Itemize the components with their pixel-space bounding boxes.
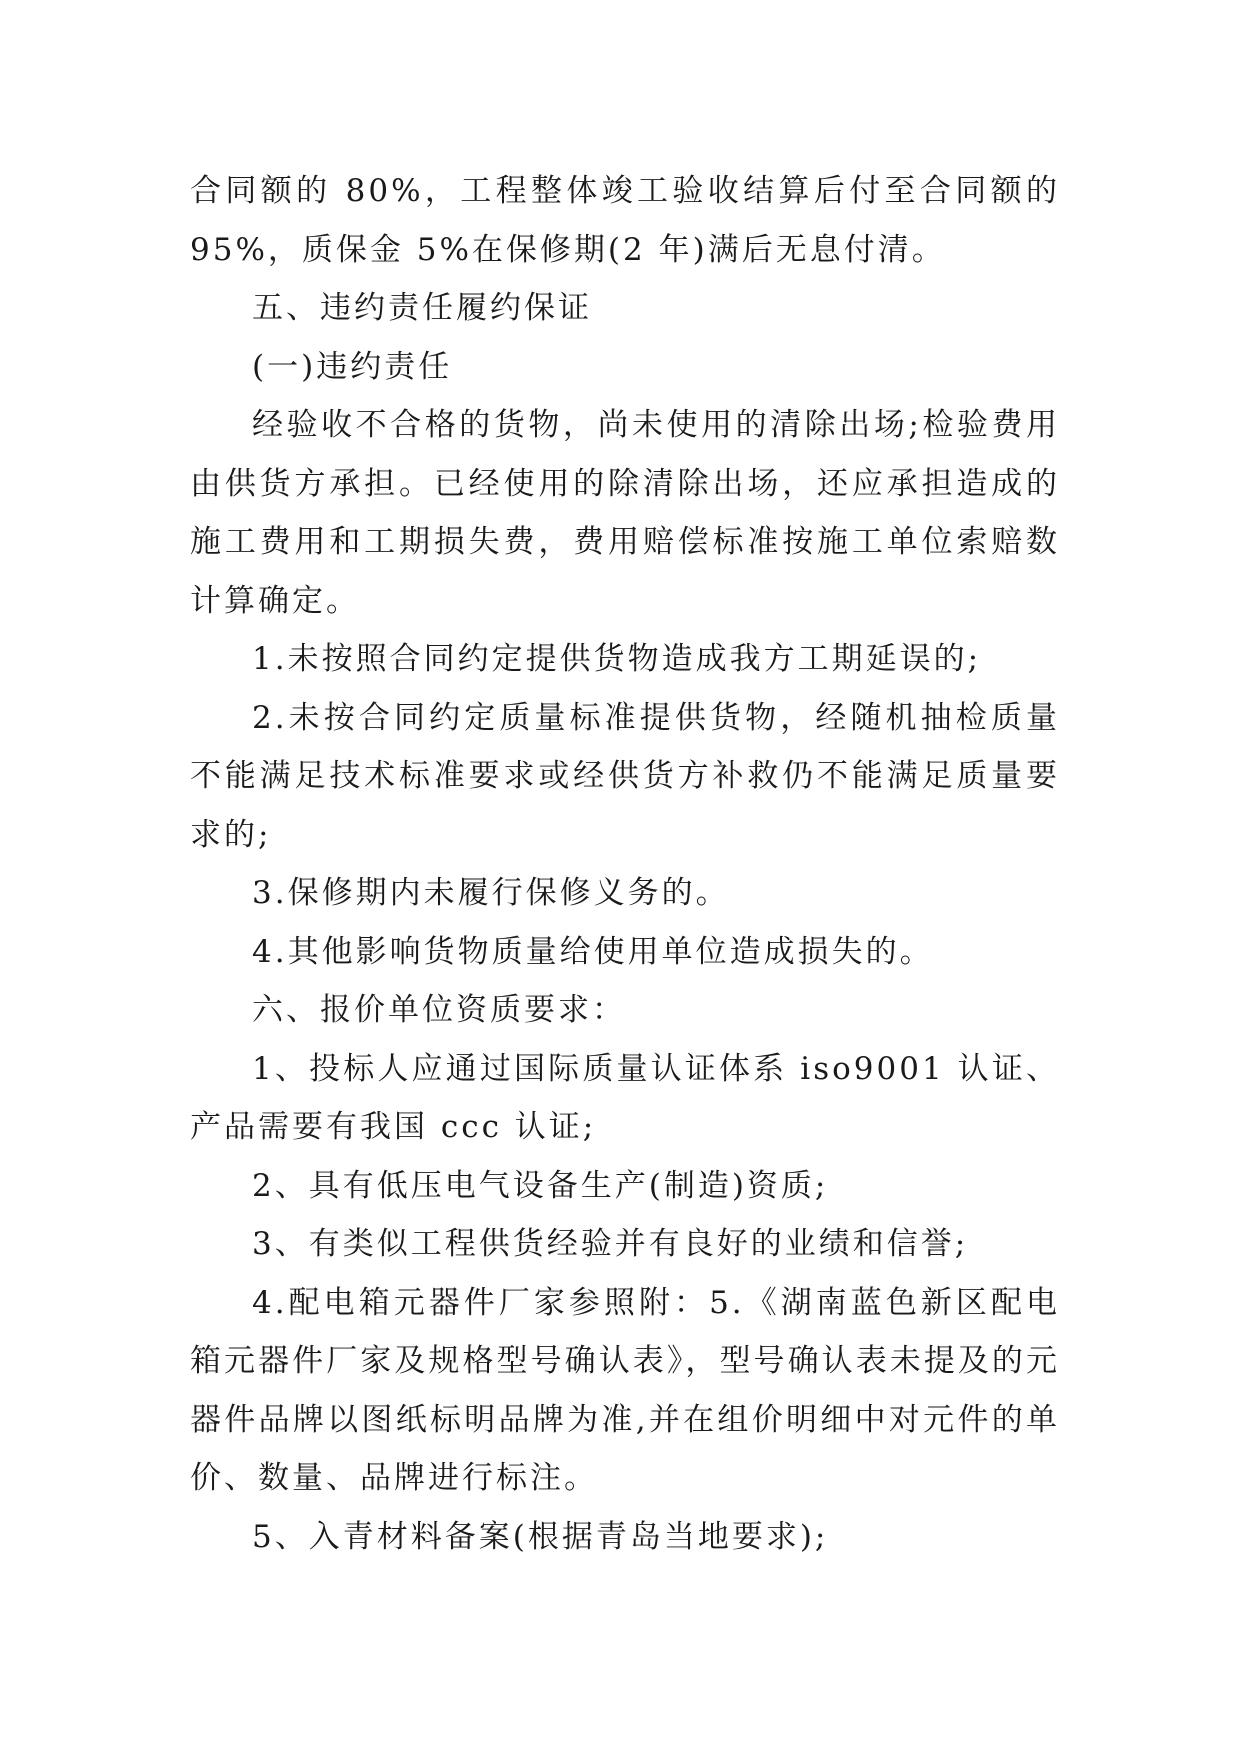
list-item-qualification-1: 1、投标人应通过国际质量认证体系 iso9001 认证、产品需要有我国 ccc 认证; [190, 1050, 1060, 1145]
heading-section-six: 六、报价单位资质要求： [252, 992, 626, 1028]
list-item-qualification-2: 2、具有低压电气设备生产(制造)资质; [252, 1167, 829, 1204]
list-item-qualification-4: 4.配电箱元器件厂家参照附：5.《湖南蓝色新区配电箱元器件厂家及规格型号确认表》，型号确认表未提及的元器件品牌以图纸标明品牌为准,并在组价明细中对元件的单价、数量、品牌进行标注。 [190, 1284, 1060, 1496]
list-item-breach-3: 3.保修期内未履行保修义务的。 [252, 875, 730, 911]
paragraph-unqualified-goods: 经验收不合格的货物，尚未使用的清除出场;检验费用由供货方承担。已经使用的除清除出场，还应承担造成的施工费用和工期损失费，费用赔偿标准按施工单位索赔数计算确定。 [190, 407, 1060, 619]
list-item-breach-1: 1.未按照合同约定提供货物造成我方工期延误的; [252, 641, 982, 677]
heading-section-five: 五、违约责任履约保证 [252, 290, 592, 326]
document-body [190, 162, 1060, 1566]
list-item-breach-4: 4.其他影响货物质量给使用单位造成损失的。 [252, 933, 934, 970]
list-item-qualification-5: 5、入青材料备案(根据青岛当地要求); [252, 1518, 829, 1555]
list-item-qualification-3: 3、有类似工程供货经验并有良好的业绩和信誉; [252, 1226, 969, 1262]
list-item-breach-2: 2.未按合同约定质量标准提供货物，经随机抽检质量不能满足技术标准要求或经供货方补救仍不能满足质量要求的; [190, 699, 1060, 853]
paragraph-payment-terms: 合同额的 80%，工程整体竣工验收结算后付至合同额的 95%，质保金 5%在保修期(2 年)满后无息付清。 [190, 173, 1060, 268]
heading-breach-liability: (一)违约责任 [252, 348, 453, 385]
